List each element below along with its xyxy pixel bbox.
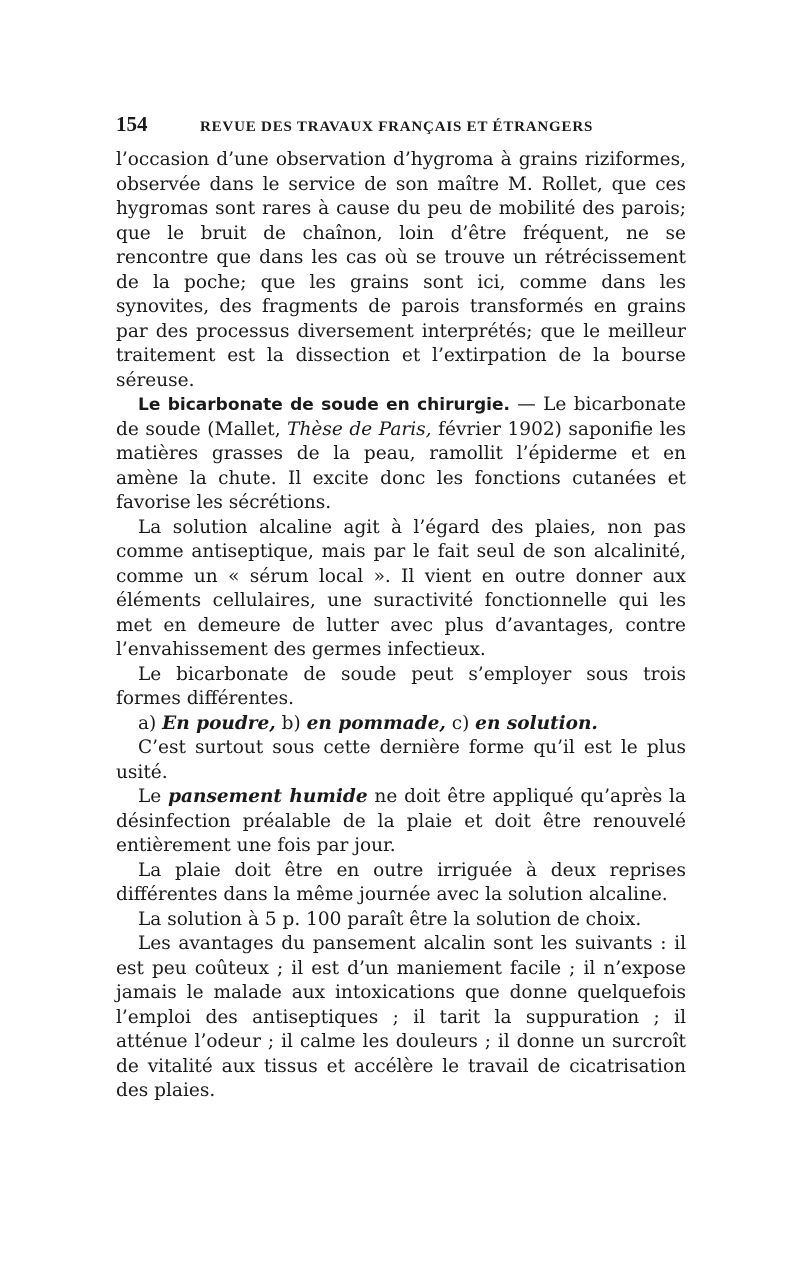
- running-title: REVUE DES TRAVAUX FRANÇAIS ET ÉTRANGERS: [200, 119, 594, 135]
- list-label-a: a): [138, 712, 163, 734]
- thesis-citation: Thèse de Paris,: [287, 418, 432, 440]
- paragraph-forms-list: [116, 712, 686, 737]
- paragraph-alkaline-solution: La solution alcaline agit à l’égard des plaies, non pas comme antiseptique, mais par le fait seul de son alcalinité, comme un « sérum local ». Il vient en outre donner aux éléments cellulaires, une suractivité fonctionnelle qui les met en demeure de lutter avec plus d’avantages, contre l’envahissement des germes infectieux.: [116, 516, 686, 660]
- running-header: [116, 112, 686, 137]
- paragraph-hygroma-conclusion: l’occasion d’une observation d’hygroma à grains riziformes, observée dans le service de son maître M. Rollet, que ces hygromas sont rares à cause du peu de mobilité des parois; que le bruit de chaînon, loin d’être fréquent, ne se rencontre que dans les cas où se trouve un rétrécissement de la poche; que les grains sont ici, comme dans les synovites, des fragments de parois transformés en grains par des processus diversement interprétés; que le meilleur traitement est la dissection et l’extirpation de la bourse séreuse.: [116, 149, 686, 391]
- paragraph-concentration: La solution à 5 p. 100 paraît être la solution de choix.: [138, 908, 642, 930]
- page-number: 154: [116, 112, 148, 136]
- paragraph-irrigation: La plaie doit être en outre irriguée à deux reprises différentes dans la même journée avec la solution alcaline.: [116, 859, 686, 905]
- form-solution: en solution.: [475, 712, 598, 734]
- form-ointment: en pommade,: [306, 712, 446, 734]
- text-span: — Le bicarbonate de soude (Mallet,: [116, 394, 686, 440]
- paragraph-most-used: C’est surtout sous cette dernière forme qu’il est le plus usité.: [116, 737, 686, 783]
- text-span: février 1902) saponifie les matières grasses de la peau, ramollit l’épiderme et en amène la chute. Il excite donc les fonctions cutanées et favorise les sécrétions.: [116, 418, 686, 513]
- paragraph-wet-dressing: [116, 785, 686, 859]
- list-label-b: b): [275, 712, 307, 734]
- document-page: [116, 112, 686, 1104]
- paragraph-advantages: Les avantages du pansement alcalin sont les suivants : il est peu coûteux ; il est d’un maniement facile ; il n’expose jamais le malade aux intoxications que donne quelquefois l’emploi des antiseptiques ; il tarit la suppuration ; il atténue l’odeur ; il calme les douleurs ; il donne un surcroît de vitalité aux tissus et accélère le travail de cicatrisation des plaies.: [116, 933, 686, 1101]
- text-span: ne doit être appliqué qu’après la désinfection préalable de la plaie et doit être renouvelé entièrement une fois par jour.: [116, 786, 686, 856]
- paragraph-bicarbonate-intro: [116, 393, 686, 516]
- list-label-c: c): [445, 712, 476, 734]
- wet-dressing-term: pansement humide: [168, 786, 368, 807]
- text-span: Le: [138, 786, 169, 807]
- paragraph-three-forms: Le bicarbonate de soude peut s’employer sous trois formes différentes.: [116, 663, 686, 709]
- section-heading-bicarbonate: Le bicarbonate de soude en chirurgie.: [138, 395, 510, 415]
- form-powder: En poudre,: [162, 712, 276, 734]
